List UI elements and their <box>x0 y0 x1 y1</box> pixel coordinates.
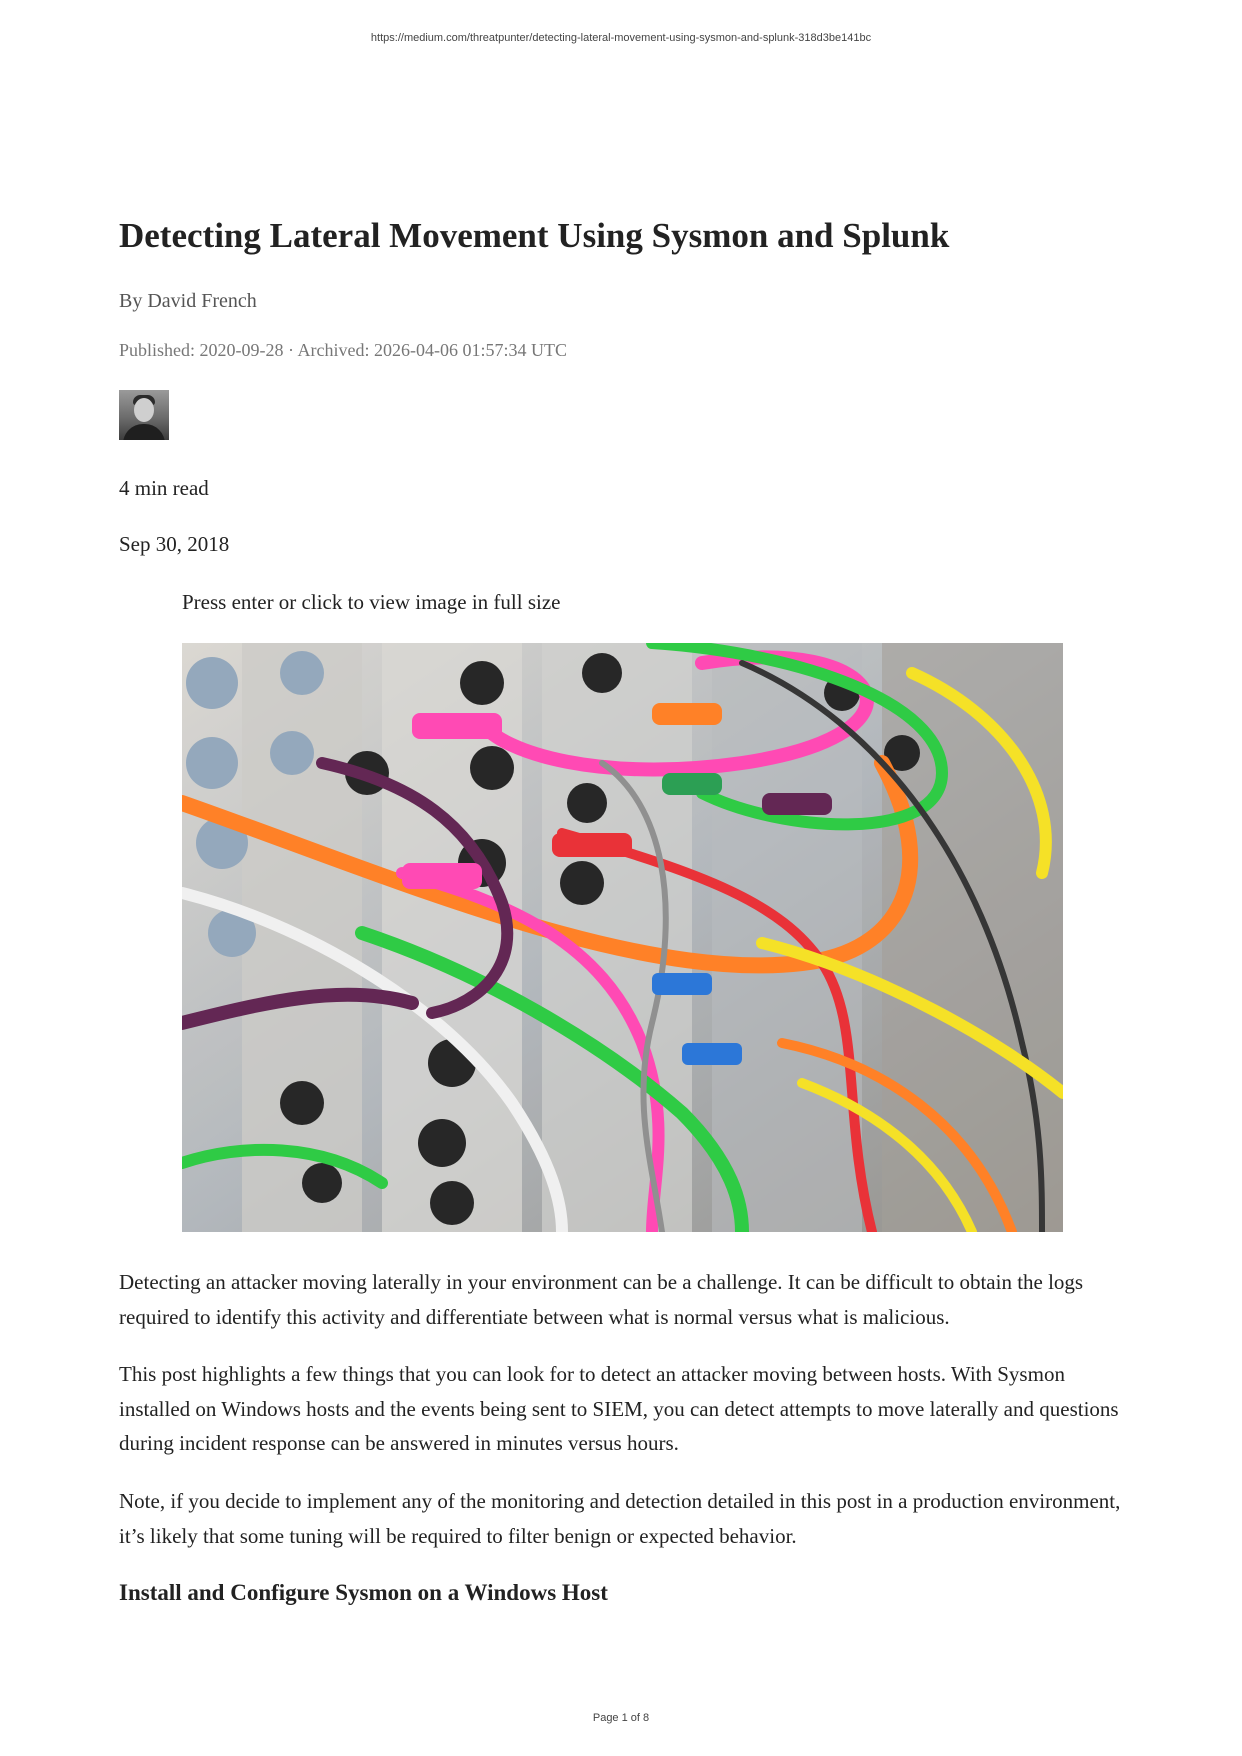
page-number: Page 1 of 8 <box>592 1712 650 1724</box>
hero-image[interactable] <box>182 643 1063 1232</box>
body-paragraph: This post highlights a few things that you can look for to detect an attacker moving between hosts. With Sysmon installed on Windows hosts and the events being sent to SIEM, you can detect attempts to move laterally and questions during incident response can be answered in minutes versus hours. <box>119 1362 1119 1455</box>
synth-cables-illustration <box>182 643 1063 1232</box>
author-byline: By David French <box>119 290 257 312</box>
section-heading: Install and Configure Sysmon on a Windows Host <box>119 1580 608 1605</box>
body-paragraph: Note, if you decide to implement any of the monitoring and detection detailed in this post in a production environment, it’s likely that some tuning will be required to filter benign or expected behavior. <box>119 1489 1121 1548</box>
avatar-face <box>134 398 154 422</box>
image-caption[interactable]: Press enter or click to view image in full size <box>182 590 561 614</box>
publication-meta: Published: 2020-09-28 · Archived: 2026-04-06 01:57:34 UTC <box>119 340 567 360</box>
author-avatar[interactable] <box>119 390 169 440</box>
article-title: Detecting Lateral Movement Using Sysmon and Splunk <box>119 216 950 255</box>
page-url: https://medium.com/threatpunter/detecting-lateral-movement-using-sysmon-and-splunk-318d3be141bc <box>370 32 872 44</box>
avatar-shoulders <box>123 424 165 440</box>
body-paragraph: Detecting an attacker moving laterally in your environment can be a challenge. It can be difficult to obtain the logs required to identify this activity and differentiate between what is normal versus what is malicious. <box>119 1270 1084 1329</box>
post-date: Sep 30, 2018 <box>119 532 230 556</box>
read-time: 4 min read <box>119 476 209 500</box>
